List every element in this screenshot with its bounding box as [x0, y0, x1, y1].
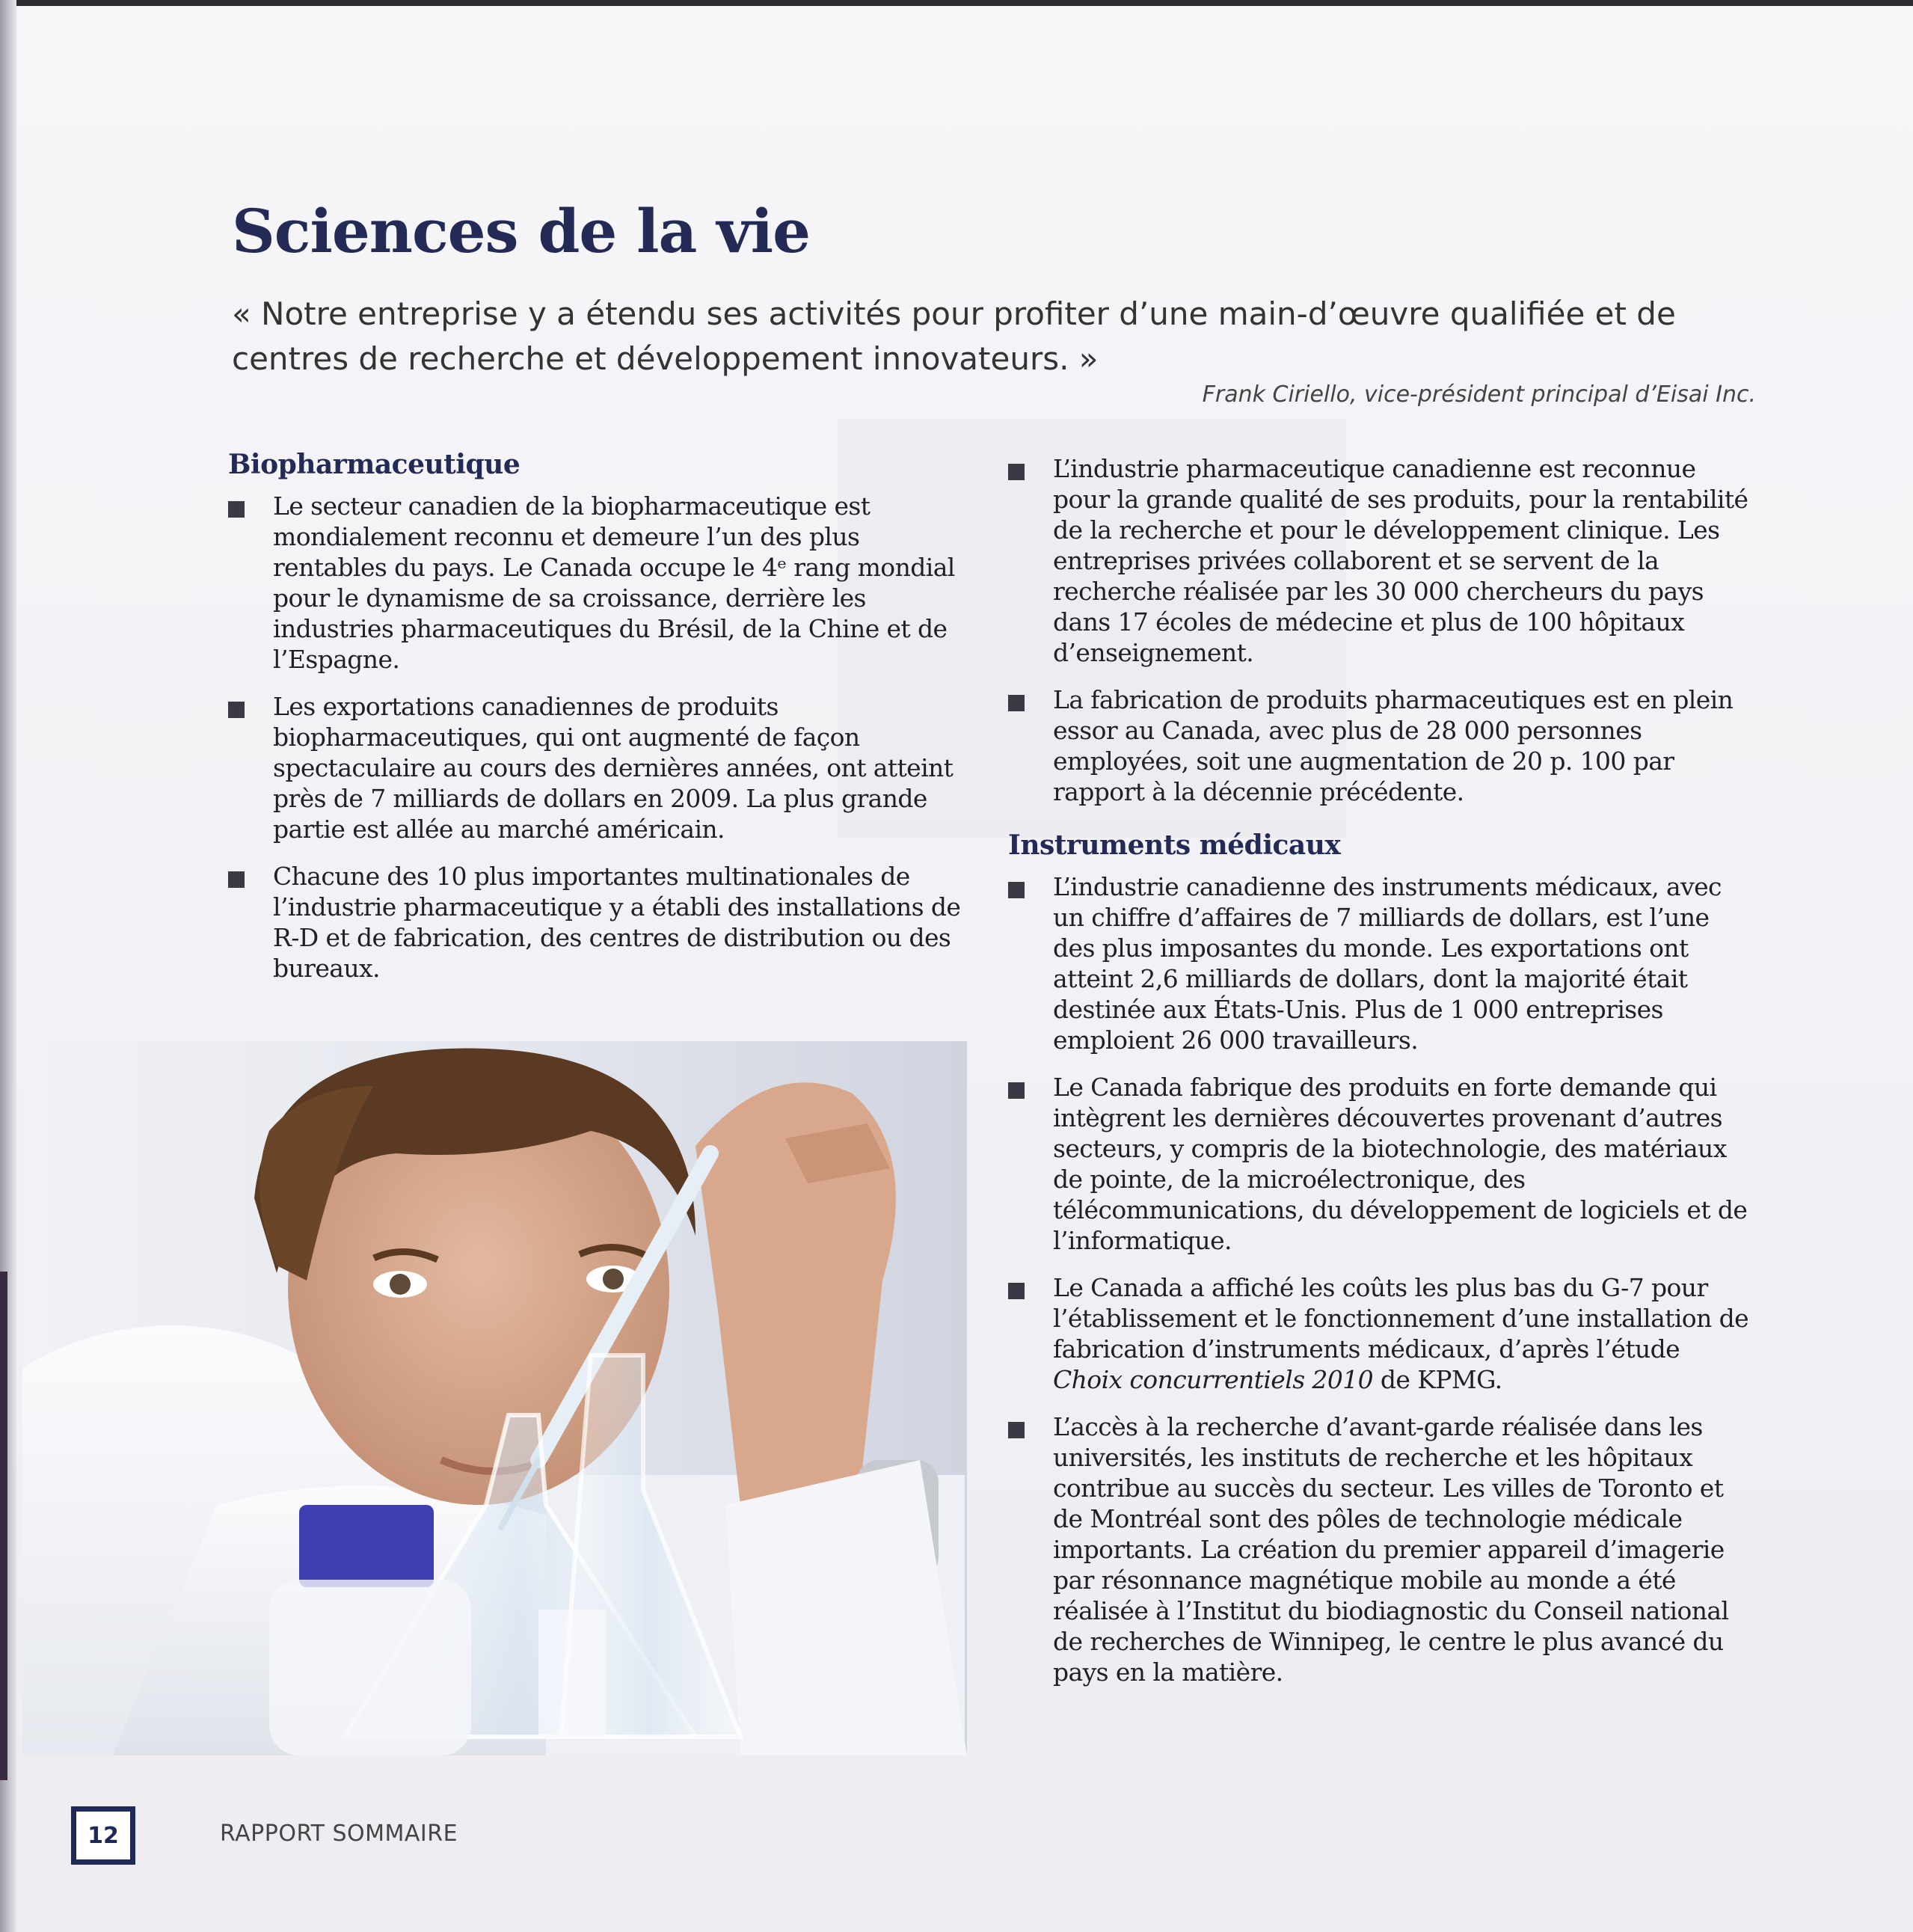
square-bullet-icon	[1008, 464, 1025, 480]
list-item	[1008, 1272, 1756, 1395]
binding-shadow	[0, 1272, 7, 1780]
quote-attribution: Frank Ciriello, vice-président principal d’Eisai Inc.	[1202, 381, 1756, 408]
list-item	[228, 691, 965, 844]
scientist-with-pipette-photo	[22, 1041, 967, 1755]
photo-illustration	[22, 1041, 967, 1755]
bullet-text: L’accès à la recherche d’avant-garde réalisée dans les universités, les instituts de recherche et les hôpitaux contribue au succès du secteur. Les villes de Toronto et de Montréal sont des pôles de technologie médicale importants. La création du premier appareil d’imagerie par résonnance magnétique mobile au monde a été réalisée à l’Institut du biodiagnostic du Conseil national de recherches de Winnipeg, le centre le plus avancé du pays en la matière.	[1053, 1412, 1729, 1687]
right-column	[1008, 453, 1756, 1704]
list-item	[1008, 453, 1756, 668]
section-heading-medical-devices: Instruments médicaux	[1008, 829, 1341, 861]
page-number-box: 12	[71, 1806, 135, 1865]
list-item	[1008, 1072, 1756, 1256]
pull-quote: « Notre entreprise y a étendu ses activités pour profiter d’une main-d’œuvre qualifiée et de centres de recherche et développement innovateurs. »	[232, 295, 1676, 377]
square-bullet-icon	[1008, 882, 1025, 898]
bullet-text: L’industrie pharmaceutique canadienne est reconnue pour la grande qualité de ses produits, pour la rentabilité de la recherche et pour le développement clinique. Les entreprises privées collaborent et se servent de la recherche réalisée par les 30 000 chercheurs du pays dans 17 écoles de médecine et plus de 100 hôpitaux d’enseignement.	[1053, 454, 1748, 667]
square-bullet-icon	[1008, 1082, 1025, 1099]
square-bullet-icon	[1008, 1283, 1025, 1299]
biopharma-bullet-list	[228, 491, 965, 984]
bullet-text: L’industrie canadienne des instruments médicaux, avec un chiffre d’affaires de 7 milliards de dollars, est l’une des plus imposantes du monde. Les exportations ont atteint 2,6 milliards de dollars, dont la majorité était destinée aux États-Unis. Plus de 1 000 entreprises emploient 26 000 travailleurs.	[1053, 872, 1722, 1055]
study-title: Choix concurrentiels 2010	[1053, 1365, 1374, 1394]
bullet-text: Le Canada fabrique des produits en forte demande qui intègrent les dernières découvertes provenant d’autres secteurs, y compris de la biotechnologie, des matériaux de pointe, de la microélectronique, des télécommunications, du développement de logiciels et de l’informatique.	[1053, 1073, 1748, 1255]
list-item	[1008, 684, 1756, 807]
footer-label: RAPPORT SOMMAIRE	[220, 1821, 458, 1847]
square-bullet-icon	[1008, 695, 1025, 711]
list-item	[1008, 1411, 1756, 1687]
page-title: Sciences de la vie	[232, 196, 810, 266]
square-bullet-icon	[228, 702, 245, 718]
bullet-text: Le secteur canadien de la biopharmaceutique est mondialement reconnu et demeure l’un des plus rentables du pays. Le Canada occupe le 4ᵉ rang mondial pour le dynamisme de sa croissance, derrière les industries pharmaceutiques du Brésil, de la Chine et de l’Espagne.	[273, 491, 955, 674]
square-bullet-icon	[228, 501, 245, 518]
bullet-text: La fabrication de produits pharmaceutiques est en plein essor au Canada, avec plus de 28 000 personnes employées, soit une augmentation de 20 p. 100 par rapport à la décennie précédente.	[1053, 685, 1734, 806]
page-top-edge	[0, 0, 1913, 6]
square-bullet-icon	[1008, 1422, 1025, 1438]
section-heading-biopharma: Biopharmaceutique	[228, 449, 521, 480]
bullet-text: Chacune des 10 plus importantes multinationales de l’industrie pharmaceutique y a établi des installations de R-D et de fabrication, des centres de distribution ou des bureaux.	[273, 862, 961, 983]
bullet-text-before: Le Canada a affiché les coûts les plus bas du G-7 pour l’établissement et le fonctionnement d’une installation de fabrication d’instruments médicaux, d’après l’étude	[1053, 1273, 1749, 1364]
list-item	[228, 491, 965, 675]
pharma-bullet-list	[1008, 453, 1756, 807]
square-bullet-icon	[228, 871, 245, 888]
bullet-text: Les exportations canadiennes de produits biopharmaceutiques, qui ont augmenté de façon spectaculaire au cours des dernières années, ont atteint près de 7 milliards de dollars en 2009. La plus grande partie est allée au marché américain.	[273, 692, 954, 844]
bullet-text-after: de KPMG.	[1373, 1365, 1502, 1394]
list-item	[1008, 871, 1756, 1055]
medical-devices-bullet-list	[1008, 871, 1756, 1687]
left-column	[228, 449, 965, 1000]
list-item	[228, 861, 965, 984]
